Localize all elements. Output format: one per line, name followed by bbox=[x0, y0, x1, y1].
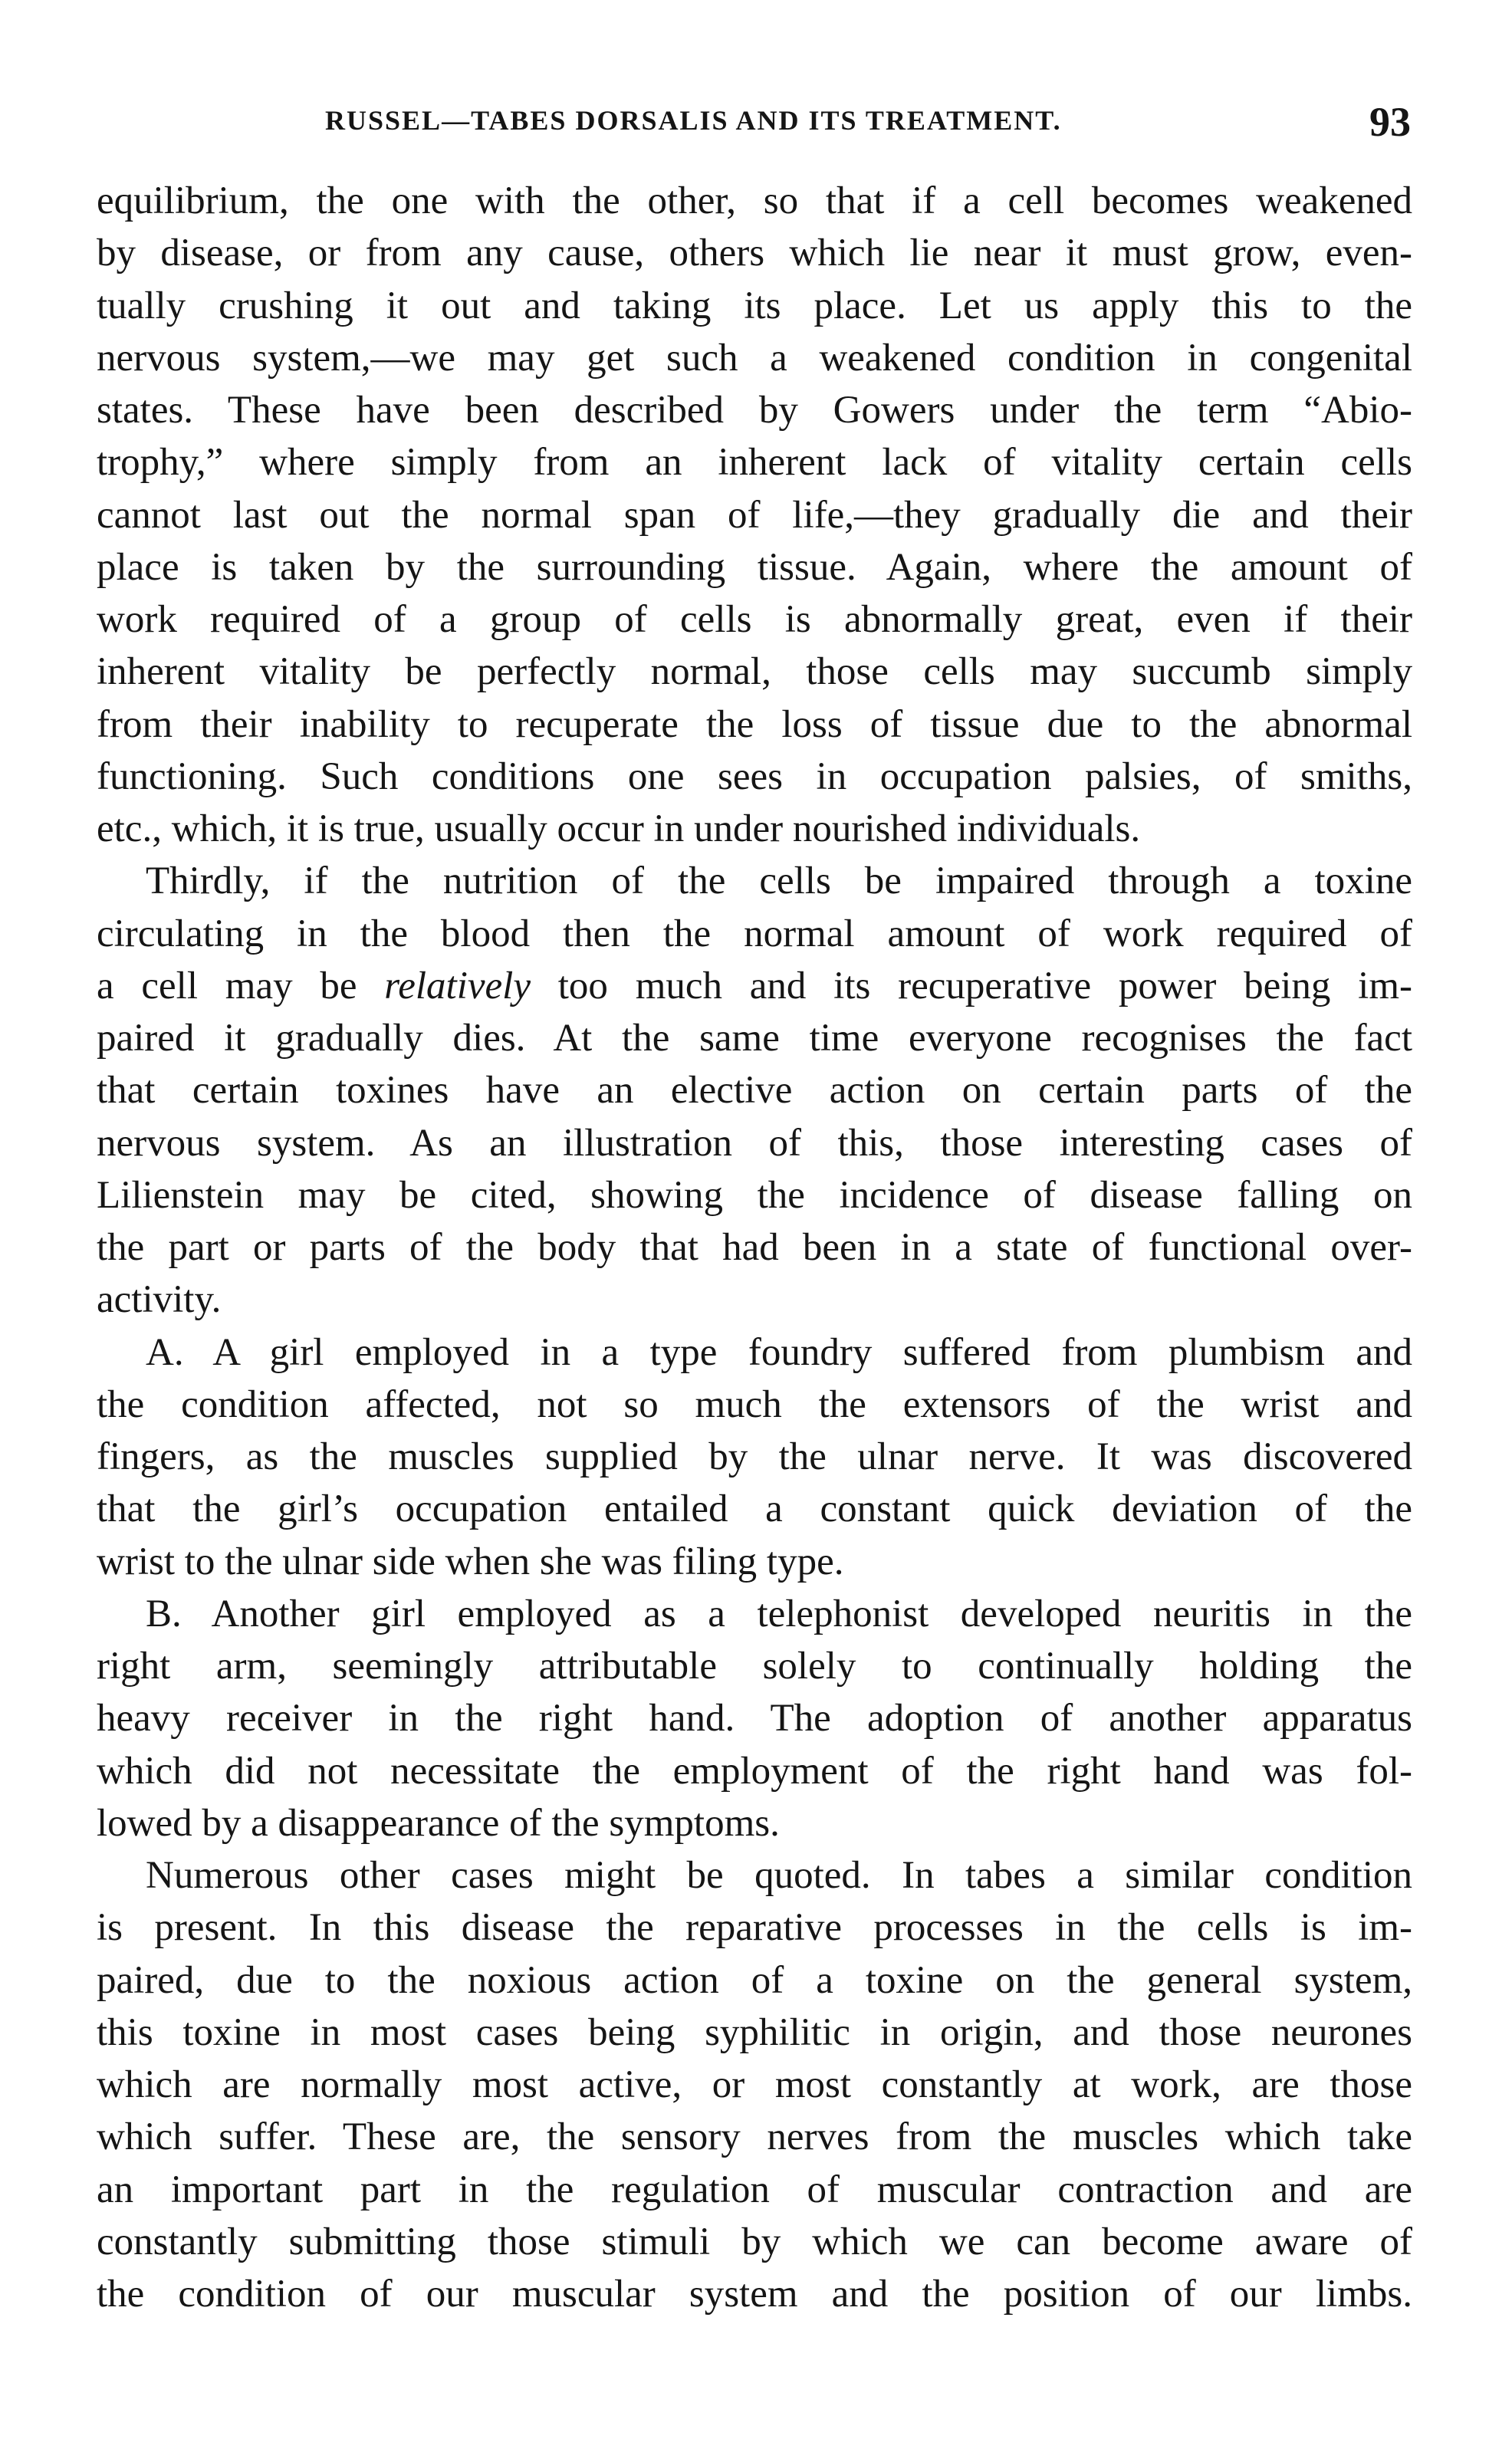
text-line: nervous system. As an illustration of this, those interesting cases of bbox=[97, 1121, 1412, 1165]
italic-word: relatively bbox=[384, 964, 531, 1007]
text-line: an important part in the regulation of muscular contraction and are bbox=[97, 2168, 1412, 2211]
text-line: cannot last out the normal span of life,—they gradually die and their bbox=[97, 493, 1412, 537]
text-line: functioning. Such conditions one sees in occupation palsies, of smiths, bbox=[97, 754, 1412, 798]
text-line: paired, due to the noxious action of a toxine on the general system, bbox=[97, 1958, 1412, 2002]
text-line: lowed by a disappearance of the symptoms. bbox=[97, 1801, 780, 1845]
text-segment: a cell may be bbox=[97, 964, 357, 1007]
text-segment: too much and its recuperative power being im- bbox=[557, 964, 1412, 1007]
text-line: trophy,” where simply from an inherent lack of vitality certain cells bbox=[97, 441, 1412, 485]
text-line: place is taken by the surrounding tissue. Again, where the amount of bbox=[97, 545, 1412, 589]
text-line: is present. In this disease the reparative processes in the cells is im- bbox=[97, 1906, 1412, 1950]
text-line: which suffer. These are, the sensory nerves from the muscles which take bbox=[97, 2115, 1412, 2159]
text-line: right arm, seemingly attributable solely to continually holding the bbox=[97, 1645, 1412, 1688]
text-line: inherent vitality be perfectly normal, those cells may succumb simply bbox=[97, 650, 1412, 694]
text-line: activity. bbox=[97, 1278, 222, 1322]
page-number: 93 bbox=[1369, 99, 1411, 145]
text-line: the condition affected, not so much the extensors of the wrist and bbox=[97, 1382, 1412, 1426]
text-line: etc., which, it is true, usually occur in under nourished individuals. bbox=[97, 807, 1141, 850]
text-line: this toxine in most cases being syphilitic in origin, and those neurones bbox=[97, 2010, 1412, 2054]
text-line: Lilienstein may be cited, showing the incidence of disease falling on bbox=[97, 1173, 1412, 1217]
text-line: the part or parts of the body that had been in a state of functional over- bbox=[97, 1226, 1412, 1269]
text-line: tually crushing it out and taking its place. Let us apply this to the bbox=[97, 284, 1412, 327]
text-line: the condition of our muscular system and the position of our limbs. bbox=[97, 2273, 1412, 2316]
body-text bbox=[97, 175, 1412, 2320]
text-line: from their inability to recuperate the loss of tissue due to the abnormal bbox=[97, 702, 1412, 746]
text-line: circulating in the blood then the normal amount of work required of bbox=[97, 912, 1412, 955]
paragraph-start-line: Thirdly, if the nutrition of the cells be impaired through a toxine bbox=[146, 860, 1412, 903]
text-line: that certain toxines have an elective action on certain parts of the bbox=[97, 1069, 1412, 1113]
paragraph-start-line: A. A girl employed in a type foundry suffered from plumbism and bbox=[146, 1330, 1412, 1374]
text-line: wrist to the ulnar side when she was filing type. bbox=[97, 1540, 844, 1583]
text-line: by disease, or from any cause, others which lie near it must grow, even- bbox=[97, 232, 1412, 275]
text-line: nervous system,—we may get such a weakened condition in congenital bbox=[97, 336, 1412, 380]
text-line: heavy receiver in the right hand. The adoption of another apparatus bbox=[97, 1697, 1412, 1740]
text-line: fingers, as the muscles supplied by the ulnar nerve. It was discovered bbox=[97, 1435, 1412, 1478]
text-line: equilibrium, the one with the other, so that if a cell becomes weakened bbox=[97, 179, 1412, 222]
text-line: states. These have been described by Gowers under the term “Abio- bbox=[97, 389, 1412, 432]
text-line-with-italic bbox=[97, 960, 1412, 1012]
paragraph-start-line: B. Another girl employed as a telephonist developed neuritis in the bbox=[146, 1592, 1412, 1635]
text-line: that the girl’s occupation entailed a constant quick deviation of the bbox=[97, 1487, 1412, 1531]
running-title: RUSSEL—TABES DORSALIS AND ITS TREATMENT. bbox=[325, 105, 1062, 136]
text-line: which are normally most active, or most constantly at work, are those bbox=[97, 2063, 1412, 2106]
text-line: work required of a group of cells is abnormally great, even if their bbox=[97, 598, 1412, 641]
text-line: constantly submitting those stimuli by which we can become aware of bbox=[97, 2220, 1412, 2263]
paragraph-start-line: Numerous other cases might be quoted. In tabes a similar condition bbox=[146, 1854, 1412, 1897]
running-head bbox=[98, 98, 1422, 144]
text-line: paired it gradually dies. At the same time everyone recognises the fact bbox=[97, 1017, 1412, 1060]
text-line: which did not necessitate the employment of the right hand was fol- bbox=[97, 1749, 1412, 1793]
